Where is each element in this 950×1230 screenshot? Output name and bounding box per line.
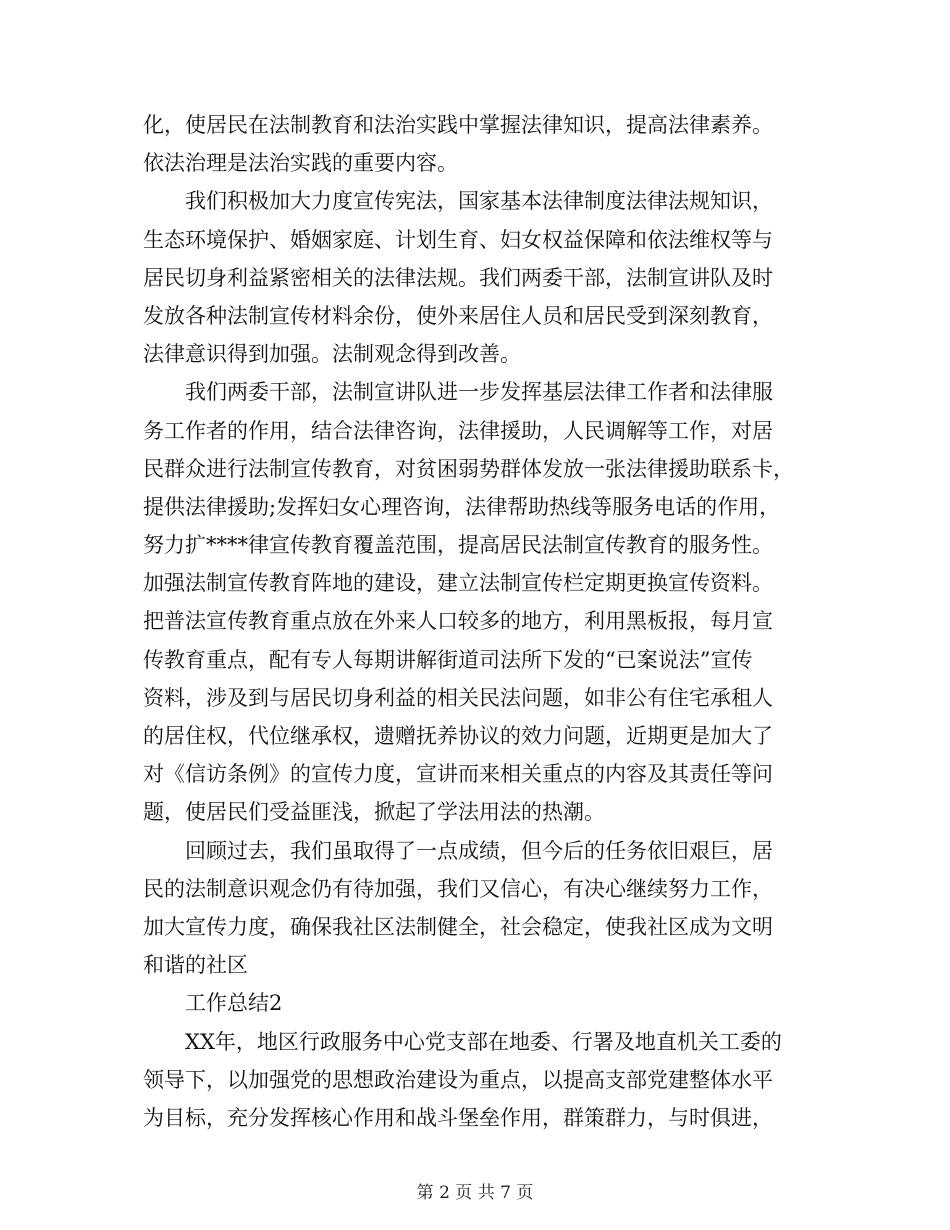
- paragraph-start-line: 我们积极加大力度宣传宪法，国家基本法律制度法律法规知识，: [185, 189, 773, 214]
- text-line: 发放各种法制宣传材料余份，使外来居住人员和居民受到深刻教育，: [143, 303, 773, 328]
- text-line: 和谐的社区: [143, 953, 248, 978]
- text-line: 民群众进行法制宣传教育，对贫困弱势群体发放一张法律援助联系卡，: [143, 456, 794, 481]
- text-line: 加大宣传力度，确保我社区法制健全，社会稳定，使我社区成为文明: [143, 914, 773, 939]
- paragraph-start-line: XX年，地区行政服务中心党支部在地委、行署及地直机关工委的: [185, 1029, 782, 1054]
- text-line: 领导下，以加强党的思想政治建设为重点，以提高支部党建整体水平: [143, 1067, 773, 1092]
- text-line: 加强法制宣传教育阵地的建设，建立法制宣传栏定期更换宣传资料。: [143, 571, 773, 596]
- text-line: 题，使居民们受益匪浅，掀起了学法用法的热潮。: [143, 800, 605, 825]
- text-line: 把普法宣传教育重点放在外来人口较多的地方，利用黑板报，每月宣: [143, 609, 773, 634]
- text-line: 法律意识得到加强。法制观念得到改善。: [143, 342, 521, 367]
- paragraph-start-line: 回顾过去，我们虽取得了一点成绩，但今后的任务依旧艰巨，居: [185, 838, 773, 863]
- text-line: 民的法制意识观念仍有待加强，我们又信心，有决心继续努力工作，: [143, 876, 773, 901]
- document-body: [143, 106, 823, 1137]
- text-line: 对《信访条例》的宣传力度，宣讲而来相关重点的内容及其责任等问: [143, 762, 773, 787]
- text-line: 生态环境保护、婚姻家庭、计划生育、妇女权益保障和依法维权等与: [143, 227, 773, 252]
- text-line: 依法治理是法治实践的重要内容。: [143, 151, 458, 176]
- text-line: 传教育重点，配有专人每期讲解街道司法所下发的“已案说法”宣传: [143, 647, 753, 672]
- text-line: 居民切身利益紧密相关的法律法规。我们两委干部，法制宣讲队及时: [143, 265, 773, 290]
- page-footer: 第 2 页 共 7 页: [416, 1183, 534, 1203]
- paragraph-start-line: 我们两委干部，法制宣讲队进一步发挥基层法律工作者和法律服: [185, 380, 773, 405]
- text-line: 努力扩****律宣传教育覆盖范围，提高居民法制宣传教育的服务性。: [143, 533, 773, 558]
- text-line: 化，使居民在法制教育和法治实践中掌握法律知识，提高法律素养。: [143, 113, 773, 137]
- text-line: 提供法律援助;发挥妇女心理咨询，法律帮助热线等服务电话的作用，: [143, 494, 781, 519]
- text-line: 务工作者的作用，结合法律咨询，法律援助，人民调解等工作，对居: [143, 418, 773, 443]
- text-line: 的居住权，代位继承权，遗赠抚养协议的效力问题，近期更是加大了: [143, 724, 773, 748]
- text-line: 资料，涉及到与居民切身利益的相关民法问题，如非公有住宅承租人: [143, 685, 773, 710]
- section-heading: 工作总结2: [185, 991, 283, 1016]
- text-line: 为目标，充分发挥核心作用和战斗堡垒作用，群策群力，与时俱进，: [143, 1105, 773, 1130]
